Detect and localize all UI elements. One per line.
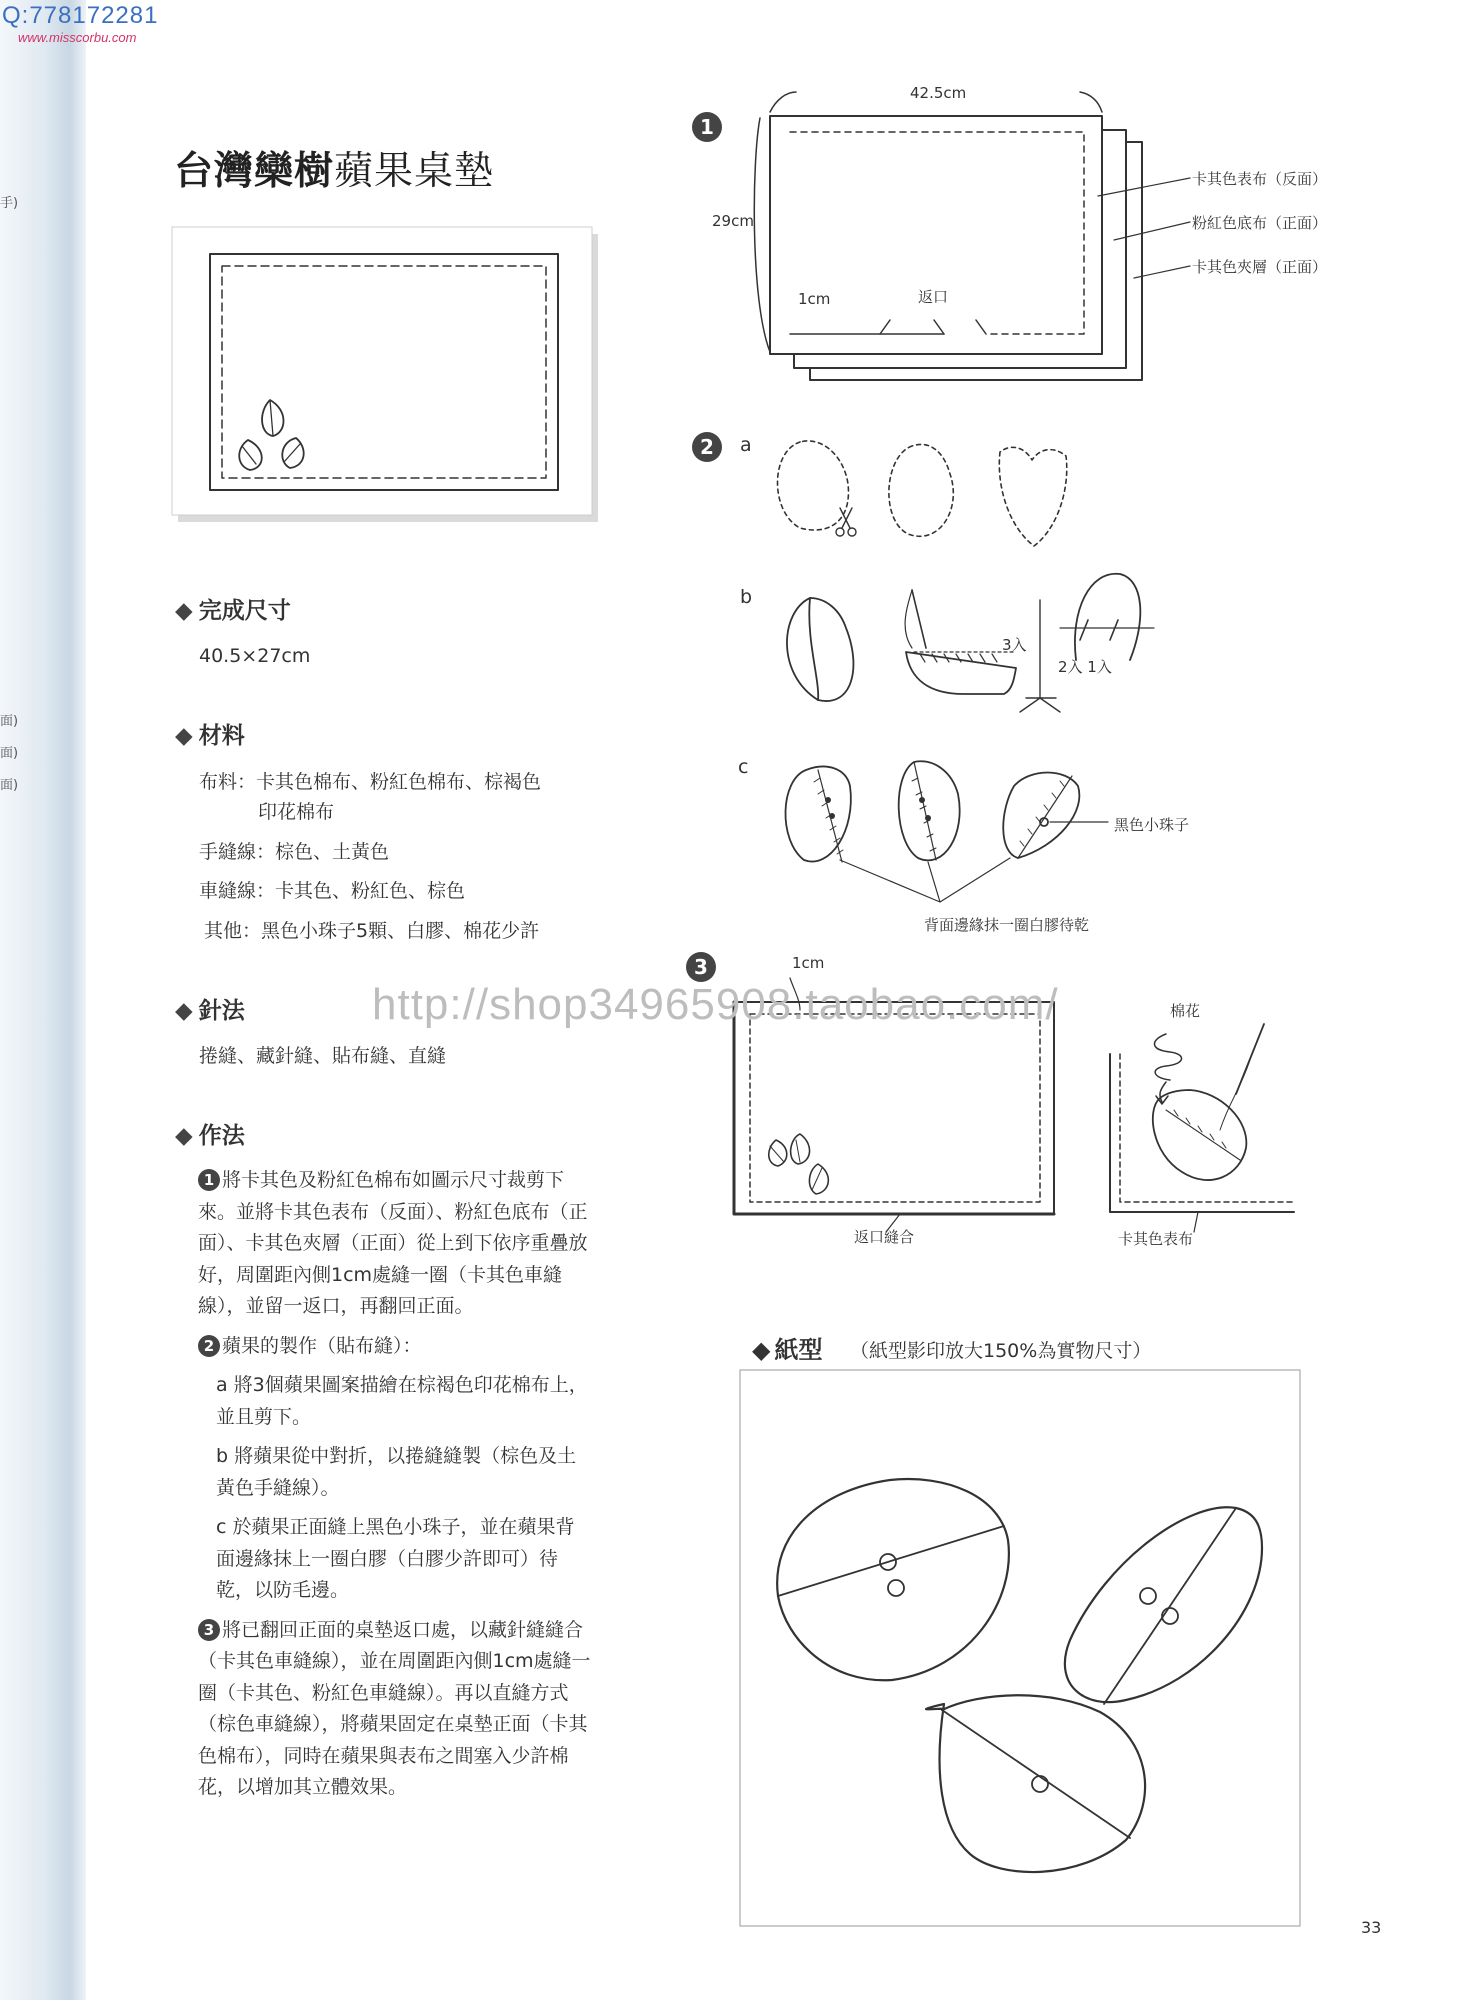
finished-size-value: 40.5×27cm xyxy=(199,645,311,667)
method-heading: ◆ 作法 xyxy=(175,1117,245,1150)
glue-label: 背面邊緣抹一圈白膠待乾 xyxy=(924,916,1090,934)
diagram-2c-letter: c xyxy=(738,756,749,778)
title-part2: 蘋果桌墊 xyxy=(334,149,495,194)
in-3-label: 3入 xyxy=(1002,636,1027,654)
layer-2-label: 粉紅色底布（正面） xyxy=(1192,214,1328,232)
dim-width-label: 42.5cm xyxy=(910,84,967,102)
materials-fabric-cont: 印花棉布 xyxy=(258,801,335,823)
layer-1-label: 卡其色表布（反面） xyxy=(1192,170,1328,188)
diagram-2b-letter: b xyxy=(740,586,753,608)
pattern-box xyxy=(740,1370,1300,1926)
stitches-text: 捲縫、藏針縫、貼布縫、直縫 xyxy=(199,1045,447,1067)
step-number: 1 xyxy=(198,1169,220,1191)
diagram-3-margin-label: 1cm xyxy=(792,954,825,972)
materials-fabric: 布料：卡其色棉布、粉紅色棉布、棕褐色 xyxy=(199,771,542,793)
materials-heading: ◆ 材料 xyxy=(175,717,245,750)
finished-mat-illustration xyxy=(172,227,598,522)
diagram-2a-outlines xyxy=(778,441,1067,546)
materials-hand-thread: 手縫線：棕色、土黃色 xyxy=(199,841,390,863)
step-number: 3 xyxy=(198,1619,220,1641)
spine-mark: 手) xyxy=(0,196,19,211)
diagram-2b-folding xyxy=(787,574,1154,712)
bead-label: 黑色小珠子 xyxy=(1114,816,1190,834)
watermark-site: www.misscorbu.com xyxy=(18,30,137,45)
opening-label: 返口 xyxy=(918,288,949,306)
title-part1: 台灣欒樹 xyxy=(174,149,335,194)
diagram-1-number: 1 xyxy=(692,112,722,142)
margin-label: 1cm xyxy=(798,290,831,308)
diagram-3-number: 3 xyxy=(686,952,716,982)
spine-mark: 面) xyxy=(0,746,19,761)
in-2-1-label: 2入 1入 xyxy=(1058,658,1112,676)
watermark-shop-url: http://shop34965908.taobao.com/ xyxy=(372,980,1059,1029)
spine-mark: 面) xyxy=(0,714,19,729)
layer-3-label: 卡其色夾層（正面） xyxy=(1192,258,1328,276)
fabric-label: 卡其色表布 xyxy=(1118,1230,1194,1248)
page-number: 33 xyxy=(1361,1918,1382,1937)
dim-height-label: 29cm xyxy=(712,212,754,230)
cotton-label: 棉花 xyxy=(1170,1002,1201,1020)
step-number: 2 xyxy=(198,1335,220,1357)
step-2a: a 將3個蘋果圖案描繪在棕褐色印花棉布上，並且剪下。 xyxy=(216,1374,588,1428)
diagram-1-layers xyxy=(754,92,1190,380)
scissors-icon xyxy=(836,508,856,536)
stitches-heading: ◆ 針法 xyxy=(175,992,245,1025)
step-text: 將已翻回正面的桌墊返口處，以藏針縫縫合（卡其色車縫線），並在周圍距內側1cm處縫一圈（卡其色、粉紅色車縫線）。再以直縫方式（棕色車縫線），將蘋果固定在桌墊正面（卡其色棉布），同時在蘋果與表布之間塞入少許棉花，以增加其立體效果。 xyxy=(198,1618,591,1798)
step-2b: b 將蘋果從中對折，以捲縫縫製（棕色及土黃色手縫線）。 xyxy=(216,1445,577,1499)
pattern-title: ◆ 紙型 xyxy=(752,1330,822,1365)
diagram-2-number: 2 xyxy=(692,432,722,462)
materials-machine-thread: 車縫線：卡其色、粉紅色、棕色 xyxy=(199,880,466,902)
watermark-qq: Q:778172281 xyxy=(2,2,159,29)
step-text: 蘋果的製作（貼布縫）： xyxy=(222,1334,422,1357)
materials-other: 其他：黑色小珠子5顆、白膠、棉花少許 xyxy=(204,920,540,942)
step-text: 將卡其色及粉紅色棉布如圖示尺寸裁剪下來。並將卡其色表布（反面）、粉紅色底布（正面）、卡其色夾層（正面）從上到下依序重疊放好，周圍距內側1cm處縫一圈（卡其色車縫線），並留一返口，再翻回正面。 xyxy=(198,1169,588,1317)
diagram-2c-beads xyxy=(785,761,1108,902)
finished-size-heading: ◆ 完成尺寸 xyxy=(175,592,291,625)
spine-mark: 面) xyxy=(0,778,19,793)
close-opening-label: 返口縫合 xyxy=(854,1228,915,1246)
pattern-note: （紙型影印放大150%為實物尺寸） xyxy=(850,1340,1152,1362)
step-2c: c 於蘋果正面縫上黑色小珠子，並在蘋果背面邊緣抹上一圈白膠（白膠少許即可）待乾，以防毛邊。 xyxy=(216,1516,575,1601)
diagram-2a-letter: a xyxy=(740,434,752,456)
